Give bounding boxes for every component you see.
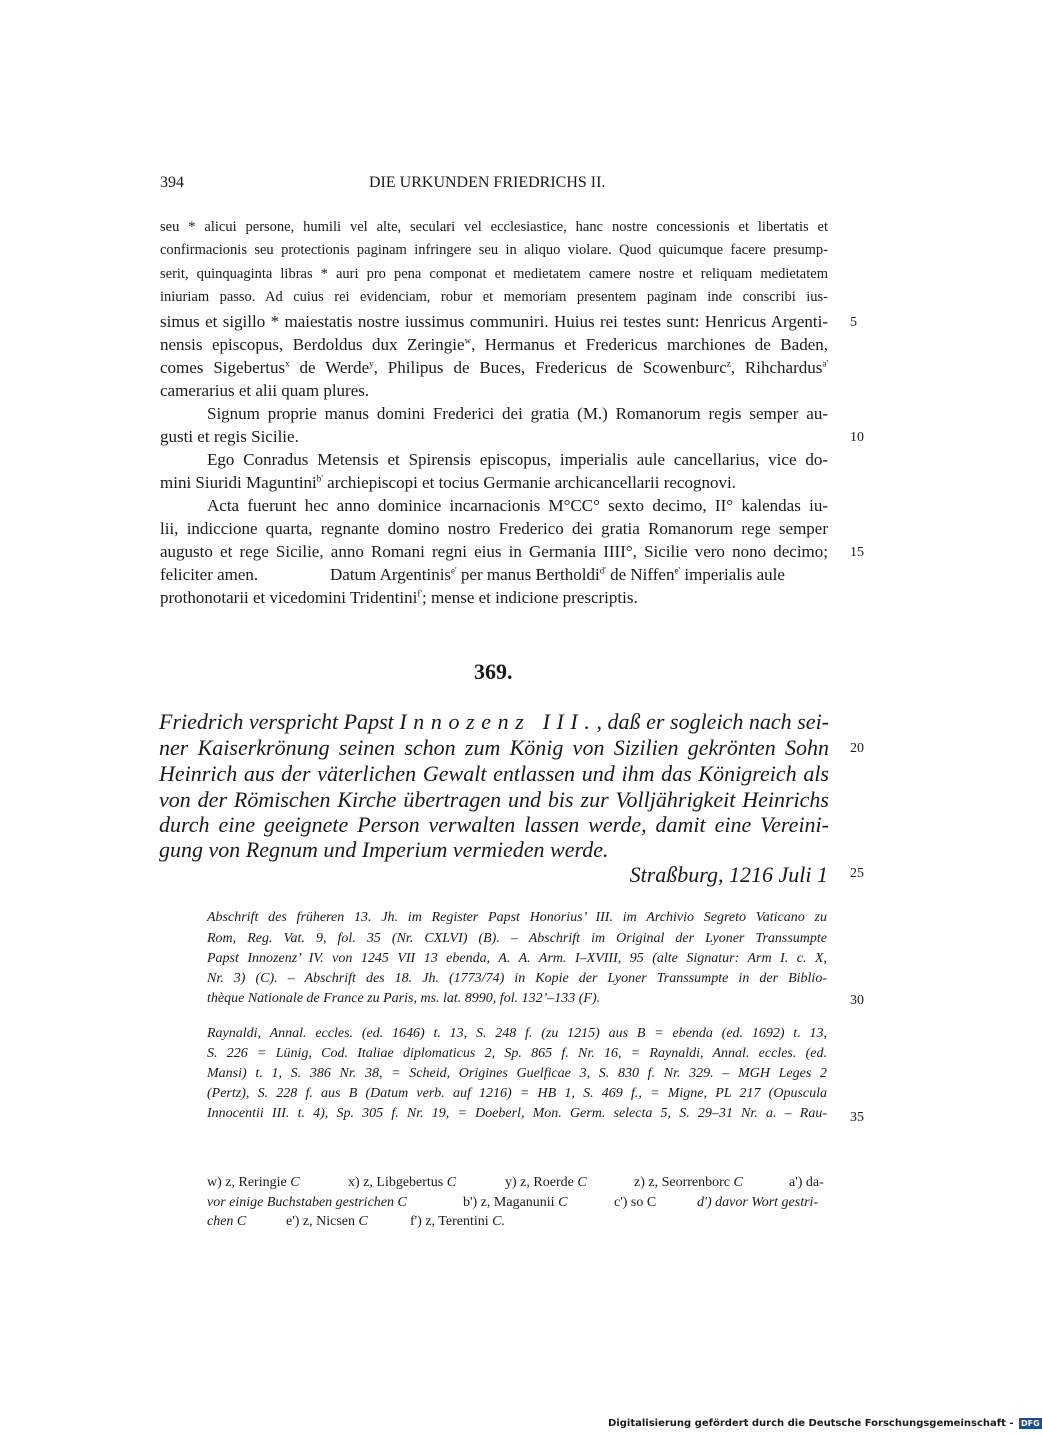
body-line-15: augusto et rege Sicilie, anno Romani regni eius in Germania IIII°, Sicilie vero nono decimo;: [160, 542, 828, 561]
regest-line-5: durch eine geeignete Person verwalten lassen werde, damit eine Vereini-: [159, 812, 829, 837]
source-line-1: Abschrift des früheren 13. Jh. im Register Papst Honorius’ III. im Archivio Segreto Vaticano zu: [207, 910, 827, 925]
body-line-13: Acta fuerunt hec anno dominice incarnacionis M°CC° sexto decimo, II° kalendas iu-: [207, 496, 828, 515]
body-line-5: simus et sigillo * maiestatis nostre iussimus communiri. Huius rei testes sunt: Henricus Argenti-: [160, 312, 828, 331]
line-number-30: 30: [850, 993, 864, 1008]
body-line-11: Ego Conradus Metensis et Spirensis episcopus, imperialis aule cancellarius, vice do-: [207, 450, 828, 469]
running-title: DIE URKUNDEN FRIEDRICHS II.: [369, 174, 606, 191]
edition-line-4: (Pertz), S. 228 f. aus B (Datum verb. auf 1216) = HB 1, S. 469 f., = Migne, PL 217 (Opuscula: [207, 1086, 827, 1101]
body-line-6: nensis episcopus, Berdoldus dux Zeringie$^w$, Hermanus et Fredericus marchiones de Baden,: [160, 335, 828, 354]
source-line-3: Papst Innozenz’ IV. von 1245 VII 13 ebenda, A. A. Arm. I–XVIII, 95 (alte Signatur: Arm I. c. X,: [207, 951, 827, 966]
regest-line-1: Friedrich verspricht Papst Innozenz III., daß er sogleich nach sei-: [159, 709, 830, 734]
body-line-8: camerarius et alii quam plures.: [160, 381, 370, 400]
source-line-4: Nr. 3) (C). – Abschrift des 18. Jh. (1773/74) in Kopie der Lyoner Transsumpte in der Biblio-: [207, 971, 827, 986]
regest-line-3: Heinrich aus der väterlichen Gewalt entlassen und ihm das Königreich als: [159, 761, 829, 786]
dfg-logo: DFG: [1021, 1419, 1040, 1428]
body-line-2: confirmacionis seu protectionis paginam infringere seu in aliquo violare. Quod quicumque facere presump-: [160, 242, 828, 258]
source-line-2: Rom, Reg. Vat. 9, fol. 35 (Nr. CXLVI) (B). – Abschrift im Original der Lyoner Transsumpte: [207, 931, 827, 946]
regest-line-6: gung von Regnum und Imperium vermieden werde.: [159, 837, 609, 862]
line-number-35: 35: [850, 1110, 864, 1125]
body-line-7: comes Sigebertus$^x$ de Werde$^y$, Philipus de Buces, Fredericus de Scowenburc$^z$, Rihchardus$^{a'}$: [160, 358, 828, 377]
body-line-10: gusti et regis Sicilie.: [160, 427, 299, 446]
line-number-10: 10: [850, 430, 864, 445]
body-line-17: prothonotarii et vicedomini Tridentini$^{f'}$; mense et indicione prescriptis.: [160, 588, 638, 607]
funding-note: Digitalisierung gefördert durch die Deutsche Forschungsgemeinschaft - DFG: [608, 1418, 1040, 1429]
body-line-16: feliciter amen. Datum Argentinis$^{e'}$ per manus Bertholdi$^{d'}$ de Niffen$^{e'}$ imperialis aule: [160, 565, 785, 584]
line-number-5: 5: [850, 315, 857, 330]
edition-line-5: Innocentii III. t. 4), Sp. 305 f. Nr. 19, = Doeberl, Mon. Germ. selecta 5, S. 29–31 Nr. a. – Rau-: [207, 1106, 827, 1121]
line-number-25: 25: [850, 866, 864, 881]
source-line-5: thèque Nationale de France zu Paris, ms. lat. 8990, fol. 132’–133 (F).: [207, 991, 601, 1006]
regest-line-4: von der Römischen Kirche übertragen und bis zur Volljährigkeit Heinrichs: [159, 787, 829, 812]
regest-line-2: ner Kaiserkrönung seinen schon zum König von Sizilien gekrönten Sohn: [159, 735, 829, 760]
edition-line-3: Mansi) t. 1, S. 386 Nr. 38, = Scheid, Origines Guelficae 3, S. 830 f. Nr. 329. – MGH Leges 2: [207, 1066, 827, 1081]
body-line-9: Signum proprie manus domini Frederici dei gratia (M.) Romanorum regis semper au-: [207, 404, 828, 423]
document-number: 369.: [474, 659, 513, 684]
place-date: Straßburg, 1216 Juli 1: [629, 862, 828, 887]
line-number-15: 15: [850, 545, 864, 560]
body-line-14: lii, indiccione quarta, regnante domino nostro Frederico dei gratia Romanorum rege semper: [160, 519, 828, 538]
page-number: 394: [160, 174, 184, 191]
line-number-20: 20: [850, 741, 864, 756]
edition-line-2: S. 226 = Lünig, Cod. Italiae diplomaticus 2, Sp. 865 f. Nr. 16, = Raynaldi, Annal. eccles. (ed.: [207, 1046, 827, 1061]
body-line-4: iniuriam passo. Ad cuius rei evidenciam, robur et memoriam presentem paginam inde conscribi ius-: [160, 289, 828, 305]
body-line-1: seu * alicui persone, humili vel alte, seculari vel ecclesiastice, hanc nostre concessionis et libertatis et: [160, 219, 828, 235]
body-line-3: serit, quinquaginta libras * auri pro pena componat et medietatem camere nostre et reliquam medietatem: [160, 266, 828, 282]
body-line-12: mini Siuridi Maguntini$^{b'}$ archiepiscopi et tocius Germanie archicancellarii recognovi.: [160, 473, 736, 492]
edition-line-1: Raynaldi, Annal. eccles. (ed. 1646) t. 13, S. 248 f. (zu 1215) aus B = ebenda (ed. 1692) t. 13,: [207, 1026, 827, 1041]
